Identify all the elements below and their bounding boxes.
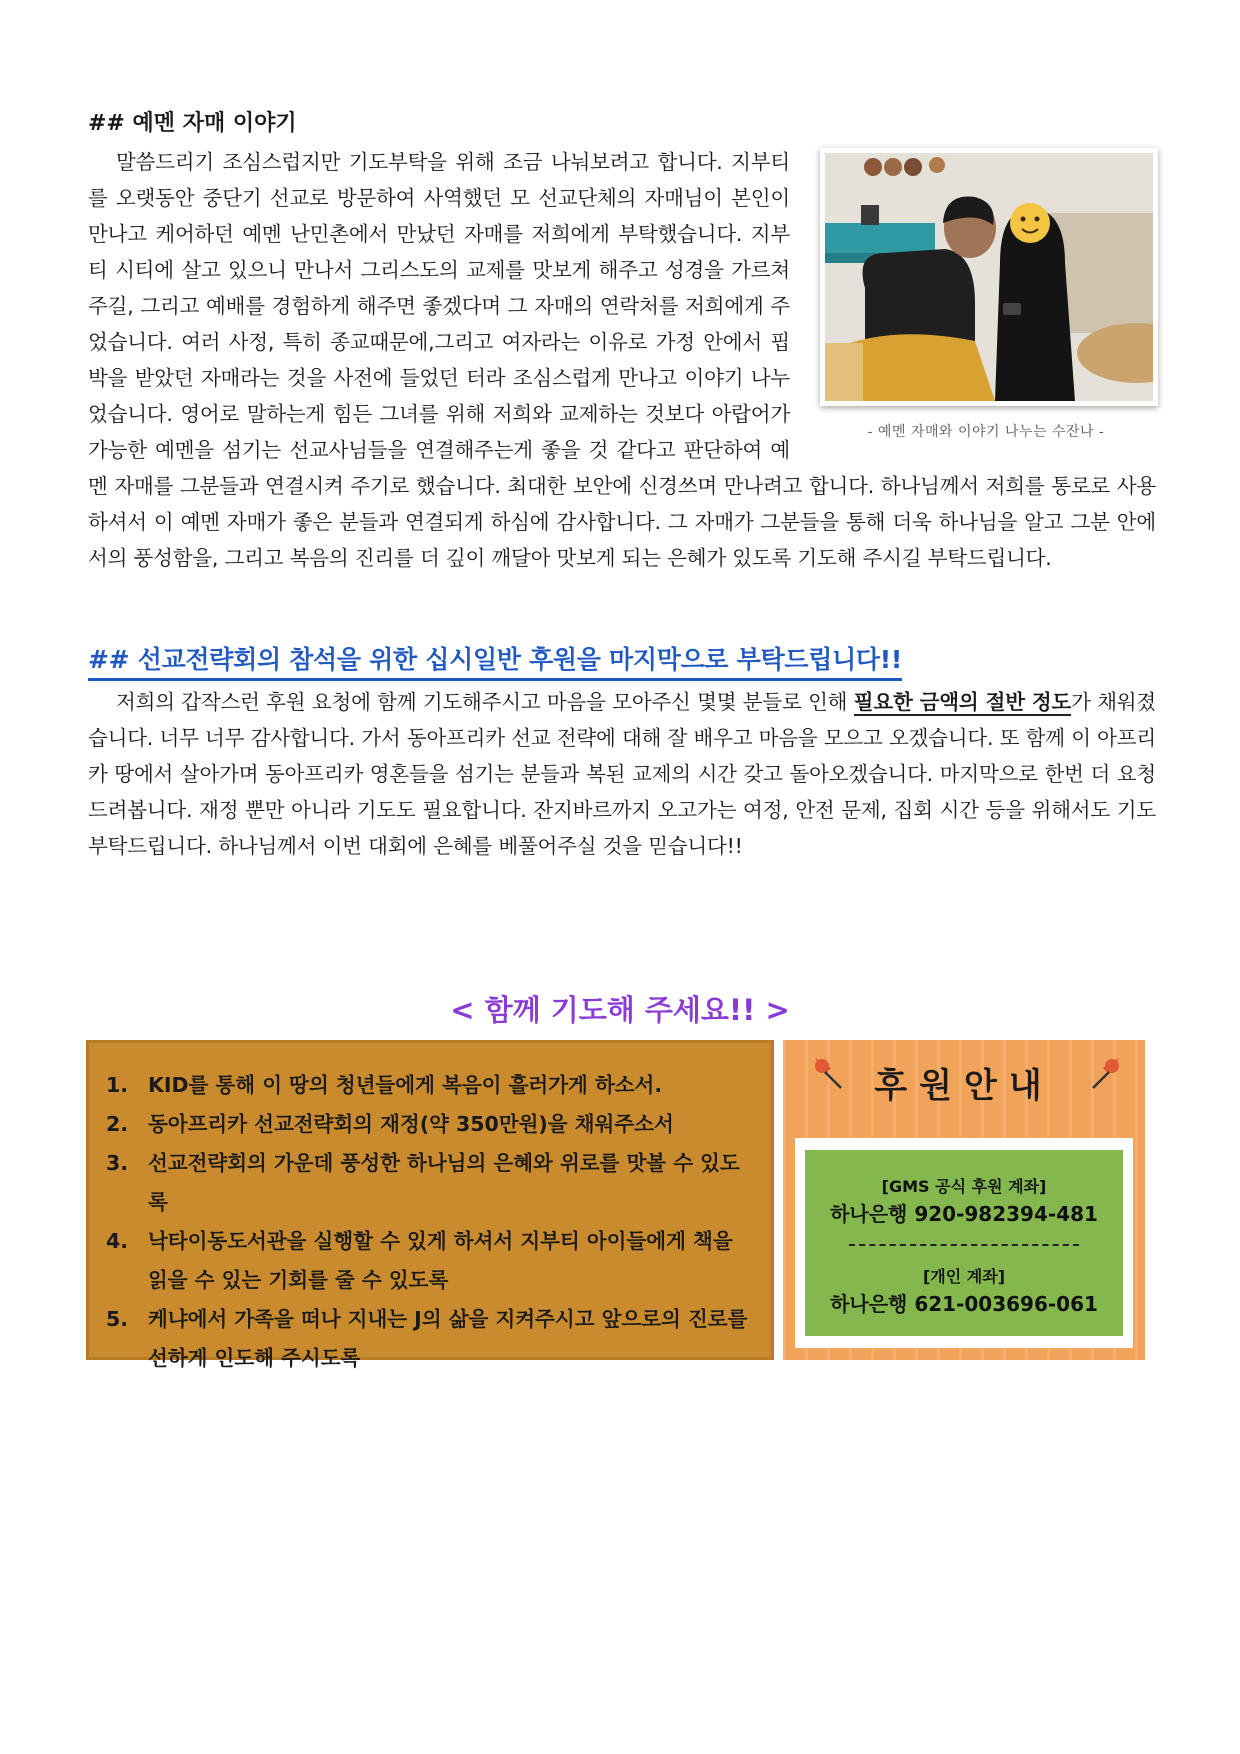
prayer-list bbox=[86, 1040, 774, 1378]
prayer-item-number: 3. bbox=[106, 1151, 129, 1175]
prayer-item bbox=[106, 1222, 754, 1300]
prayer-item-text: KID를 통해 이 땅의 청년들에게 복음이 흘러가게 하소서. bbox=[148, 1073, 663, 1097]
prayer-title: < 함께 기도해 주세요!! > bbox=[450, 993, 790, 1027]
prayer-item-number: 5. bbox=[106, 1307, 129, 1331]
official-account-number: 하나은행 920-982394-481 bbox=[830, 1202, 1098, 1226]
account-card bbox=[805, 1150, 1123, 1336]
section-body-support-request bbox=[88, 684, 1156, 864]
prayer-list-box bbox=[86, 1040, 774, 1370]
personal-account-number: 하나은행 621-003696-061 bbox=[830, 1292, 1098, 1316]
support-inner-frame bbox=[795, 1138, 1133, 1348]
prayer-item-number: 2. bbox=[106, 1112, 129, 1136]
photo-two-women-talking bbox=[820, 148, 1158, 406]
prayer-item bbox=[106, 1300, 754, 1378]
official-account-label: [GMS 공식 후원 계좌] bbox=[881, 1177, 1047, 1196]
prayer-item-text: 낙타이동도서관을 실행할 수 있게 하셔서 지부티 아이들에게 책을 읽을 수 있는 기회를 줄 수 있도록 bbox=[148, 1229, 733, 1292]
body-text-after: 가 채워졌습니다. 너무 너무 감사합니다. 가서 동아프리카 선교 전략에 대해 잘 배우고 마음을 모으고 오겠습니다. 또 함께 이 아프리카 땅에서 살아가며 동아프리카 영혼들을 섬기는 분들과 복된 교제의 시간 갖고 돌아오겠습니다. 마지막으로 한번 더 요청드려봅니다. 재정 뿐만 아니라 기도도 필요합니다. 잔지바르까지 오고가는 여정, 안전 문제, 집회 시간 등을 위해서도 기도부탁드립니다. 하나님께서 이번 대회에 은혜를 베풀어주실 것을 믿습니다!! bbox=[88, 690, 1157, 858]
prayer-item-number: 4. bbox=[106, 1229, 129, 1253]
prayer-item bbox=[106, 1066, 754, 1105]
prayer-item-text: 케냐에서 가족을 떠나 지내는 J의 삶을 지켜주시고 앞으로의 진로를 선하게 인도해 주시도록 bbox=[148, 1307, 748, 1370]
support-title: 후원안내 bbox=[874, 1066, 1054, 1106]
prayer-item-number: 1. bbox=[106, 1073, 129, 1097]
emphasized-amount-text: 필요한 금액의 절반 정도 bbox=[853, 690, 1072, 714]
section-heading-yemen-sister: ## 예멘 자매 이야기 bbox=[88, 111, 297, 136]
prayer-item-text: 선교전략회의 가운데 풍성한 하나님의 은혜와 위로를 맛볼 수 있도록 bbox=[148, 1151, 740, 1214]
photo-caption: - 예멘 자매와 이야기 나누는 수잔나 - bbox=[867, 424, 1105, 440]
body-text-before: 저희의 갑작스런 후원 요청에 함께 기도해주시고 마음을 모아주신 몇몇 분들로 인해 bbox=[116, 690, 854, 714]
section-body-text: 말씀드리기 조심스럽지만 기도부탁을 위해 조금 나눠보려고 합니다. 지부티를 오랫동안 중단기 선교로 방문하여 사역했던 모 선교단체의 자매님이 본인이 만나고 케어하던 예멘 난민촌에서 만났던 자매를 저희에게 부탁했습니다. 지부티 시티에 살고 있으니 만나서 그리스도의 교제를 맛보게 해주고 성경을 가르쳐 주길, 그리고 예배를 경험하게 해주면 좋겠다며 그 자매의 연락처를 저희에게 주었습니다. 여러 사정, 특히 종교때문에,그리고 여자라는 이유로 가정 안에서 핍박을 받았던 자매라는 것을 사전에 들었던 터라 조심스럽게 만나고 이야기 나누었습니다. 영어로 말하는게 힘든 그녀를 위해 저희와 교제하는 것보다 아랍어가 가능한 예멘을 섬기는 선교사님들을 연결해주는게 좋을 것 같다고 판단하여 예멘 자매를 그분들과 연결시켜 주기로 했습니다. 최대한 보안에 신경쓰며 만나려고 합니다. 하나님께서 저희를 통로로 사용하셔서 이 예멘 자매가 좋은 분들과 연결되게 하심에 감사합니다. 그 자매가 그분들을 통해 더욱 하나님을 알고 그분 안에서의 풍성함을, 그리고 복음의 진리를 더 깊이 깨달아 맛보게 되는 은혜가 있도록 기도해 주시길 부탁드립니다. bbox=[88, 150, 1156, 570]
prayer-item bbox=[106, 1105, 754, 1144]
personal-account-label: [개인 계좌] bbox=[922, 1267, 1006, 1286]
prayer-item-text: 동아프리카 선교전략회의 재정(약 350만원)을 채워주소서 bbox=[148, 1112, 674, 1136]
photo-illustration bbox=[825, 153, 1153, 401]
section-body-yemen-sister bbox=[88, 144, 1156, 576]
section-heading-support-request: ## 선교전략회의 참석을 위한 십시일반 후원을 마지막으로 부탁드립니다!! bbox=[88, 640, 902, 681]
support-info-box bbox=[783, 1040, 1145, 1360]
prayer-item bbox=[106, 1144, 754, 1222]
account-divider bbox=[849, 1244, 1079, 1246]
photo-frame bbox=[816, 148, 1156, 440]
